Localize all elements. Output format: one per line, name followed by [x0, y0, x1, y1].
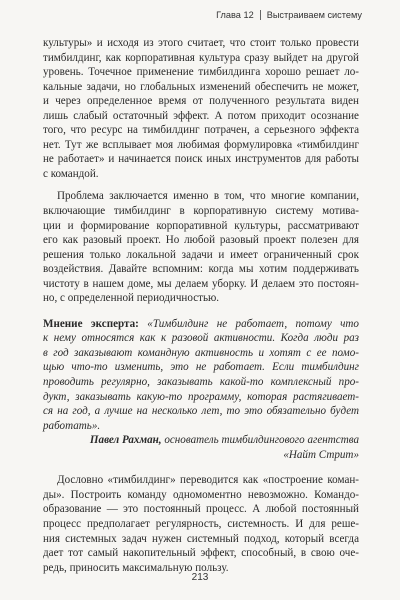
text-line: Дословно «тимбилдинг» переводится как «построение коман-: [57, 474, 359, 487]
text-line: включающие тимбилдинг в корпоративную систему мотива-: [43, 205, 359, 218]
header-divider: [260, 10, 261, 20]
chapter-number: Глава 12: [216, 10, 254, 20]
text-line: чистоту в нашем доме, мы делаем уборку. И делаем это постоян-: [43, 277, 359, 290]
quote-line: ся на год, а лучше на несколько лет, то это обязательно будет: [43, 405, 359, 418]
paragraph-gap: [43, 181, 359, 189]
quote-line: в год заказывают командную активность и хотят с ее помо-: [43, 346, 359, 359]
text-line: не работает» и начинается поиск иных инструментов для работы: [43, 153, 359, 166]
quote-start: «Тимбилдинг не работает, потому что: [147, 317, 359, 330]
page-body: [43, 36, 359, 575]
text-line: тимбилдинг, как корпоративная культура сразу выйдет на другой: [43, 51, 359, 64]
text-line: того, что ресурс на тимбилдинг потрачен, а серьезного эффекта: [43, 124, 359, 137]
text-line: ния системных задач нужен системный подход, который всегда: [43, 532, 359, 545]
text-line: решения только локальной задачи и имеет ограниченный срок: [43, 248, 359, 261]
quote-line: дукт, заказывать какую-то программу, которая растягивает-: [43, 390, 359, 403]
quote-attribution: [43, 433, 359, 448]
expert-quote: [43, 317, 359, 462]
text-line: Проблема заключается именно в том, что многие компании,: [57, 190, 359, 203]
text-line: но, с определенной периодичностью.: [43, 292, 220, 305]
expert-company: «Найт Стрит»: [283, 448, 359, 461]
text-line: процесс предполагает регулярность, системность. И для реше-: [43, 517, 359, 530]
quote-line: щью что-то изменить, это не работает. Если тимбилдинг: [43, 361, 359, 374]
quote-line: работать».: [43, 419, 101, 432]
chapter-title: Выстраиваем систему: [266, 10, 362, 20]
text-line: нет. Тут же всплывает моя любимая формулировка «тимбилдинг: [43, 138, 359, 151]
section-gap: [43, 306, 359, 317]
expert-name: Павел Рахман,: [89, 434, 162, 447]
text-line: редь, приносить максимальную пользу.: [43, 561, 229, 574]
quote-line: проводить регулярно, заказывать какой-то комплексный про-: [43, 376, 359, 389]
text-line: и через определенное время от полученного результата виден: [43, 95, 359, 108]
paragraph-1: [43, 36, 359, 181]
paragraph-3: [43, 473, 359, 575]
expert-role: основатель тимбилдингового агентства: [164, 434, 359, 447]
running-header: [216, 10, 362, 20]
text-line: образование — это постоянный процесс. А любой постоянный: [43, 503, 359, 516]
text-line: кальные задачи, но глобальных изменений обеспечить не может,: [43, 80, 359, 93]
page-number: 213: [191, 572, 209, 583]
text-line: воздействия. Давайте вспомним: когда мы хотим поддерживать: [43, 263, 359, 276]
text-line: лишь слабый остаточный эффект. А потом приходит осознание: [43, 109, 359, 122]
text-line: культуры» и исходя из этого считает, что стоит только провести: [43, 37, 359, 49]
text-line: ды». Построить команду одномоментно невозможно. Командо-: [43, 488, 359, 501]
text-line: его как разовый проект. Но любой разовый проект полезен для: [43, 234, 359, 247]
text-line: ции и формирование корпоративной культуры, рассматривают: [43, 219, 359, 232]
section-gap: [43, 462, 359, 473]
expert-label: Мнение эксперта:: [43, 317, 139, 330]
paragraph-2: [43, 189, 359, 305]
text-line: уровень. Точечное применение тимбилдинга хорошо решает ло-: [43, 66, 359, 79]
text-line: дает тот самый накопительный эффект, способный, в свою оче-: [43, 547, 359, 560]
quote-line: к нему относятся как к разовой активности. Когда люди раз: [43, 332, 359, 345]
quote-line: [43, 317, 359, 332]
text-line: с командой.: [43, 167, 99, 180]
